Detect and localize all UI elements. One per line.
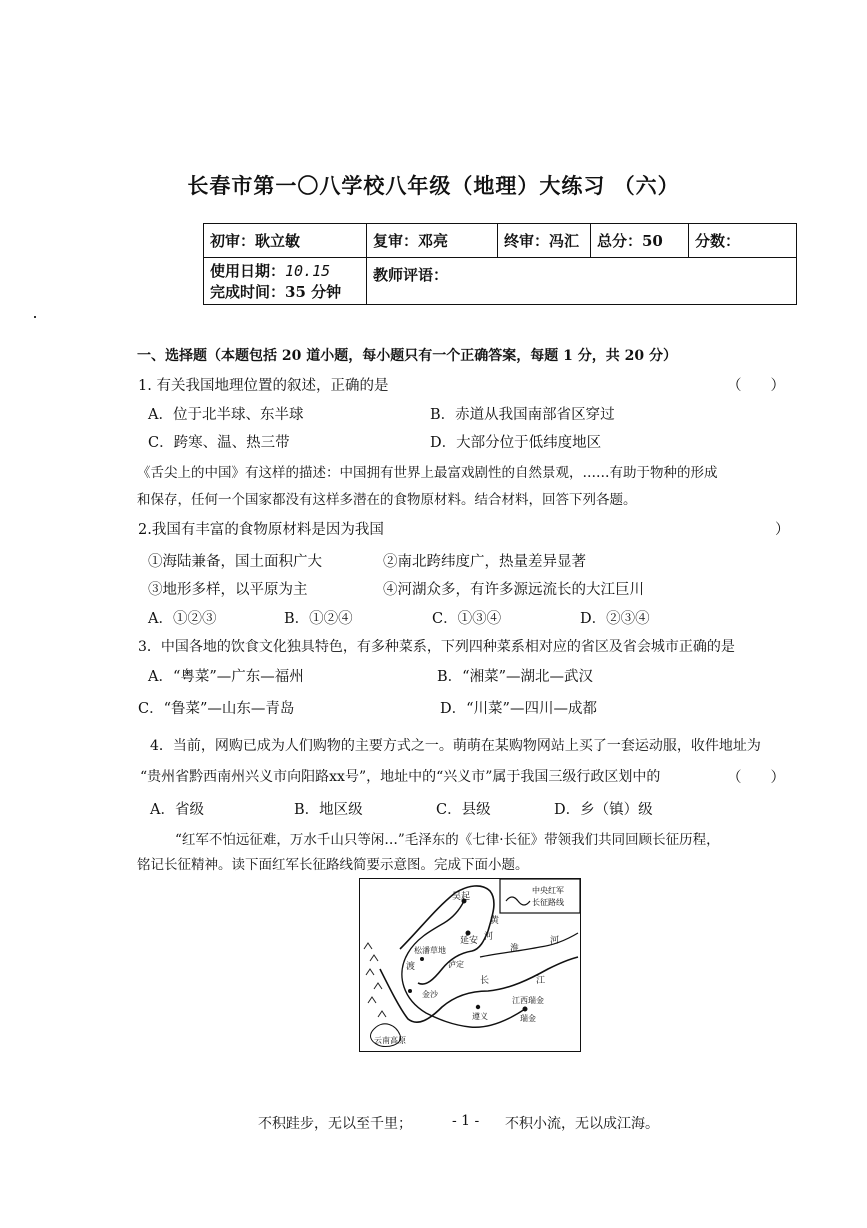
use-date-value: 10.15 [285, 262, 331, 280]
q4-option-b: B．地区级 [294, 802, 363, 818]
map-drawing [360, 879, 580, 1051]
q3-option-b: B．“湘菜”—湖北—武汉 [437, 669, 593, 685]
luding-dot [408, 989, 412, 993]
second-review-cell: 复审：邓亮 [367, 224, 498, 258]
label-luding: 泸定 [448, 960, 464, 969]
review-info-table [203, 223, 797, 305]
date-time-cell [204, 258, 367, 305]
q4-option-c: C．县级 [436, 802, 491, 818]
label-huai: 淮 [510, 943, 520, 953]
zunyi-dot [476, 1005, 480, 1009]
q3-option-d: D．“川菜”—四川—成都 [440, 701, 597, 717]
label-ruijin2: 瑞金 [520, 1014, 536, 1023]
q4-line1: 4．当前，网购已成为人们购物的主要方式之一。萌萌在某购物网站上买了一套运动服，收件地址为 [150, 738, 761, 754]
finish-time: 完成时间：35 分钟 [210, 283, 342, 301]
q4-option-a: A．省级 [150, 802, 204, 818]
long-march-route-map [359, 878, 581, 1052]
page-number: - 1 - [452, 1113, 480, 1129]
label-songpan: 松潘草地 [414, 946, 446, 955]
q2-option-b: B．①②④ [284, 611, 353, 627]
ruijin-dot [523, 1007, 528, 1012]
q4-answer-paren: （ ） [727, 770, 785, 786]
material2-line1: “红军不怕远征难，万水千山只等闲…”毛泽东的《七律·长征》带领我们共同回顾长征历程， [175, 832, 720, 848]
total-score-cell: 总分：50 [591, 224, 689, 258]
page-title: 长春市第一〇八学校八年级（地理）大练习 （六） [187, 173, 680, 198]
q1-option-d: D．大部分位于低纬度地区 [430, 435, 602, 451]
label-jiang: 江 [536, 975, 546, 985]
terrain-marks [364, 943, 386, 1017]
material1-line1: 《舌尖上的中国》有这样的描述：中国拥有世界上最富戏剧性的自然景观，……有助于物种的形成 [137, 465, 718, 481]
label-zunyi: 遵义 [472, 1012, 488, 1021]
q2-answer-paren: ） [775, 522, 790, 538]
footer-right-motto: 不积小流，无以成江海。 [505, 1116, 659, 1132]
songpan-dot [420, 957, 424, 961]
q2-option-a: A．①②③ [148, 611, 217, 627]
q2-statement-3: ③地形多样，以平原为主 [148, 582, 308, 598]
material2-line2: 铭记长征精神。读下面红军长征路线简要示意图。完成下面小题。 [137, 857, 529, 873]
q2-statement-2: ②南北跨纬度广，热量差异显著 [383, 554, 586, 570]
q2-option-d: D．②③④ [580, 611, 650, 627]
q3-option-c: C．“鲁菜”—山东—青岛 [138, 701, 295, 717]
label-ruijin: 江西瑞金 [512, 996, 544, 1005]
section-heading: 一、选择题（本题包括 20 道小题，每小题只有一个正确答案，每题 1 分，共 20 分） [137, 348, 677, 364]
q2-statement-4: ④河湖众多，有许多源远流长的大江巨川 [383, 582, 644, 598]
label-he: 河 [484, 931, 494, 941]
q3-stem: 3．中国各地的饮食文化独具特色，有多种菜系，下列四种菜系相对应的省区及省会城市正确的是 [138, 639, 735, 655]
q3-option-a: A．“粤菜”—广东—福州 [148, 669, 304, 685]
label-he2: 河 [550, 935, 560, 945]
material1-line2: 和保存，任何一个国家都没有这样多潜在的食物原材料。结合材料，回答下列各题。 [137, 492, 637, 508]
footer-left-motto: 不积跬步，无以至千里； [258, 1116, 412, 1132]
huai-river-line [480, 933, 578, 957]
label-huang: 黄 [490, 915, 500, 925]
q2-statement-1: ①海陆兼备，国土面积广大 [148, 554, 322, 570]
label-chang: 长 [480, 975, 490, 985]
label-du: 渡 [406, 961, 416, 971]
teacher-comment-cell: 教师评语： [367, 258, 797, 305]
legend-box [500, 879, 580, 913]
q1-stem: 1. 有关我国地理位置的叙述，正确的是 [138, 378, 389, 394]
final-review-cell: 终审：冯汇 [498, 224, 591, 258]
q1-option-b: B．赤道从我国南部省区穿过 [430, 407, 615, 423]
label-yanan: 延安 [460, 935, 479, 945]
score-cell: 分数： [689, 224, 797, 258]
use-date-label: 使用日期： [210, 262, 286, 280]
label-yunnan: 云南高原 [374, 1036, 406, 1045]
first-review-cell: 初审：耿立敏 [204, 224, 367, 258]
label-jinsha: 金沙 [422, 990, 438, 999]
scan-speck [34, 316, 36, 318]
q4-option-d: D．乡（镇）级 [554, 802, 653, 818]
q1-option-c: C．跨寒、温、热三带 [148, 435, 290, 451]
q2-option-c: C．①③④ [432, 611, 502, 627]
q2-stem: 2.我国有丰富的食物原材料是因为我国 [138, 522, 384, 538]
q4-line2: “贵州省黔西南州兴义市向阳路xx号”，地址中的“兴义市”属于我国三级行政区划中的 [140, 769, 661, 785]
q1-answer-paren: （ ） [727, 378, 785, 394]
q1-option-a: A．位于北半球、东半球 [148, 407, 304, 423]
legend-line-1: 中央红军 [532, 886, 564, 895]
legend-line-2: 长征路线 [532, 898, 564, 907]
label-wuqi: 吴起 [452, 891, 471, 901]
